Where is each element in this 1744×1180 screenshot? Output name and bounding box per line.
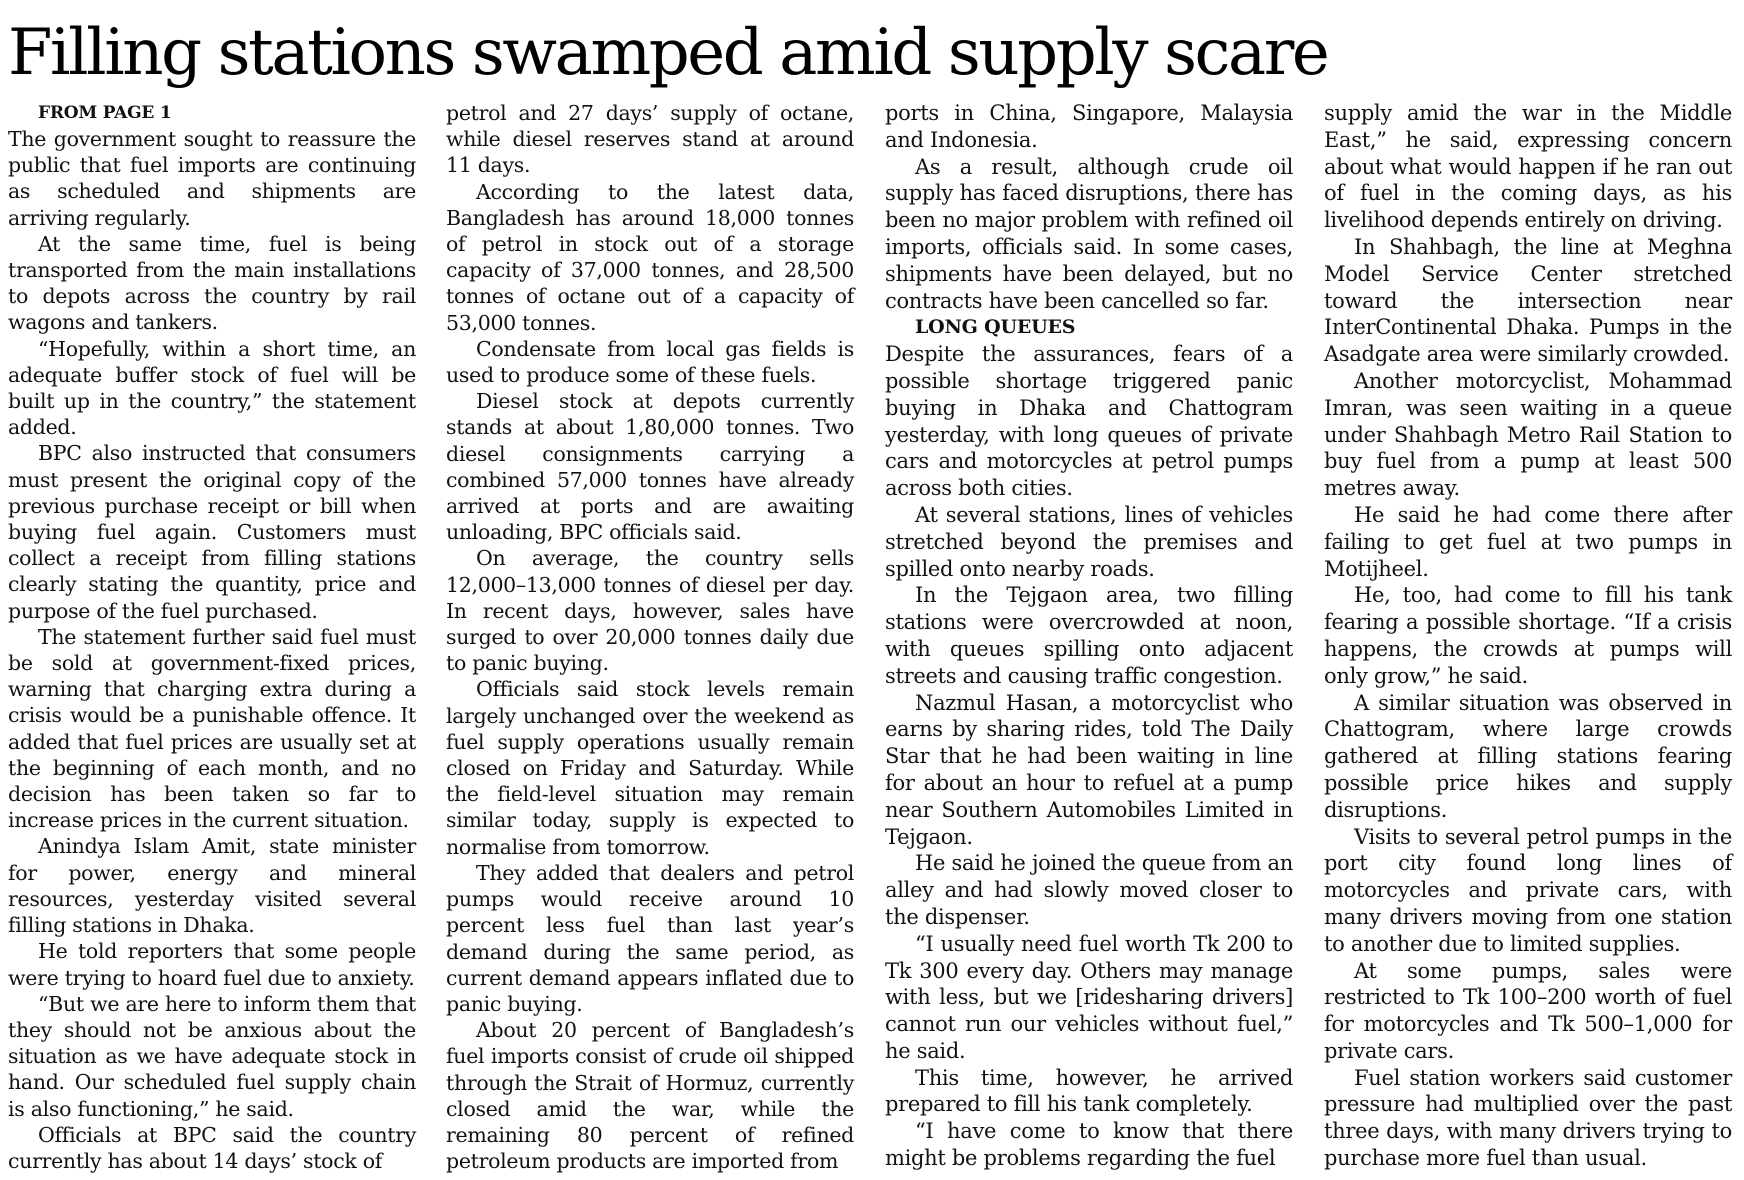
article-column-2 xyxy=(446,100,854,1174)
paragraph: Anindya Islam Amit, state minister for power, energy and mineral resources, yesterday visited several filling stations in Dhaka. xyxy=(8,834,416,938)
paragraph: As a result, although crude oil supply has faced disruptions, there has been no major problem with refined oil imports, officials said. In some cases, shipments have been delayed, but no contracts have been cancelled so far. xyxy=(885,154,1293,313)
paragraph: BPC also instructed that consumers must present the original copy of the previous purchase receipt or bill when buying fuel again. Customers must collect a receipt from filling stations clearly stating the quantity, price and purpose of the fuel purchased. xyxy=(8,441,416,623)
section-subhead: LONG QUEUES xyxy=(915,316,1076,339)
paragraph: On average, the country sells 12,000–13,000 tonnes of diesel per day. In recent days, however, sales have surged to over 20,000 tonnes daily due to panic buying. xyxy=(446,546,854,676)
paragraph: “I usually need fuel worth Tk 200 to Tk 300 every day. Others may manage with less, but we [ridesharing drivers] cannot run our vehicles without fuel,” he said. xyxy=(885,931,1293,1063)
paragraph: He said he joined the queue from an alley and had slowly moved closer to the dispenser. xyxy=(885,851,1293,929)
paragraph: They added that dealers and petrol pumps would receive around 10 percent less fuel than last year’s demand during the same period, as current demand appears inflated due to panic buying. xyxy=(446,860,854,1016)
article-column-3 xyxy=(885,100,1293,1172)
paragraph: “Hopefully, within a short time, an adequate buffer stock of fuel will be built up in the country,” the statement added. xyxy=(8,336,416,440)
paragraph: The statement further said fuel must be sold at government-fixed prices, warning that charging extra during a crisis would be a punishable offence. It added that fuel prices are usually set at the beginning of each month, and no decision has been taken so far to increase prices in the current situation. xyxy=(8,624,416,833)
paragraph: In Shahbagh, the line at Meghna Model Service Center stretched toward the intersection near InterContinental Dhaka. Pumps in the Asadgate area were similarly crowded. xyxy=(1324,234,1732,367)
paragraph: petrol and 27 days’ supply of octane, while diesel reserves stand at around 11 days. xyxy=(446,101,854,178)
paragraph: Fuel station workers said customer pressure had multiplied over the past three days, with many drivers trying to purchase more fuel than usual. xyxy=(1324,1065,1732,1171)
paragraph: He said he had come there after failing to get fuel at two pumps in Motijheel. xyxy=(1324,502,1732,581)
paragraph: Condensate from local gas fields is used to produce some of these fuels. xyxy=(446,336,854,388)
paragraph: He, too, had come to fill his tank fearing a possible shortage. “If a crisis happens, the crowds at pumps will only grow,” he said. xyxy=(1324,583,1732,688)
headline: Filling stations swamped amid supply scare xyxy=(8,16,1328,90)
paragraph: A similar situation was observed in Chattogram, where large crowds gathered at filling stations fearing possible price hikes and supply disruptions. xyxy=(1324,690,1732,822)
paragraph: Nazmul Hasan, a motorcyclist who earns by sharing rides, told The Daily Star that he had been waiting in line for about an hour to refuel at a pump near Southern Automobiles Limited in Tejgaon. xyxy=(885,690,1293,849)
paragraph: This time, however, he arrived prepared to fill his tank completely. xyxy=(885,1065,1293,1117)
paragraph: Another motorcyclist, Mohammad Imran, was seen waiting in a queue under Shahbagh Metro Rail Station to buy fuel from a pump at least 500 metres away. xyxy=(1324,368,1732,501)
paragraph: Despite the assurances, fears of a possible shortage triggered panic buying in Dhaka and Chattogram yesterday, with long queues of private cars and motorcycles at petrol pumps across both cities. xyxy=(885,342,1293,501)
paragraph: Visits to several petrol pumps in the port city found long lines of motorcycles and private cars, with many drivers moving from one station to another due to limited supplies. xyxy=(1324,824,1732,956)
continued-from-label: FROM PAGE 1 xyxy=(38,103,172,123)
paragraph: At several stations, lines of vehicles stretched beyond the premises and spilled onto nearby roads. xyxy=(885,502,1293,581)
paragraph: At some pumps, sales were restricted to Tk 100–200 worth of fuel for motorcycles and Tk 500–1,000 for private cars. xyxy=(1324,958,1732,1063)
article-column-1 xyxy=(8,100,416,1174)
paragraph: Officials at BPC said the country currently has about 14 days’ stock of xyxy=(8,1122,416,1173)
paragraph: supply amid the war in the Middle East,” he said, expressing concern about what would happen if he ran out of fuel in the coming days, as his livelihood depends entirely on driving. xyxy=(1324,101,1732,233)
paragraph: Diesel stock at depots currently stands at about 1,80,000 tonnes. Two diesel consignments carrying a combined 57,000 tonnes have already arrived at ports and are awaiting unloading, BPC officials said. xyxy=(446,389,854,545)
paragraph: About 20 percent of Bangladesh’s fuel imports consist of crude oil shipped through the Strait of Hormuz, currently closed amid the war, while the remaining 80 percent of refined petroleum products are imported from xyxy=(446,1018,854,1174)
paragraph: The government sought to reassure the public that fuel imports are continuing as scheduled and shipments are arriving regularly. xyxy=(8,127,416,230)
paragraph: He told reporters that some people were trying to hoard fuel due to anxiety. xyxy=(8,939,416,990)
paragraph: “I have come to know that there might be problems regarding the fuel xyxy=(885,1119,1293,1171)
paragraph: According to the latest data, Bangladesh has around 18,000 tonnes of petrol in stock out of a storage capacity of 37,000 tonnes, and 28,500 tonnes of octane out of a capacity of 53,000 tonnes. xyxy=(446,179,854,335)
paragraph: ports in China, Singapore, Malaysia and Indonesia. xyxy=(885,101,1293,152)
article-column-4 xyxy=(1324,100,1732,1172)
paragraph: “But we are here to inform them that they should not be anxious about the situation as we have adequate stock in hand. Our scheduled fuel supply chain is also functioning,” he said. xyxy=(8,991,416,1121)
paragraph: Officials said stock levels remain largely unchanged over the weekend as fuel supply operations usually remain closed on Friday and Saturday. While the field-level situation may remain similar today, supply is expected to normalise from tomorrow. xyxy=(446,677,854,859)
paragraph: In the Tejgaon area, two filling stations were overcrowded at noon, with queues spilling onto adjacent streets and causing traffic congestion. xyxy=(885,583,1293,688)
paragraph: At the same time, fuel is being transported from the main installations to depots across the country by rail wagons and tankers. xyxy=(8,231,416,335)
